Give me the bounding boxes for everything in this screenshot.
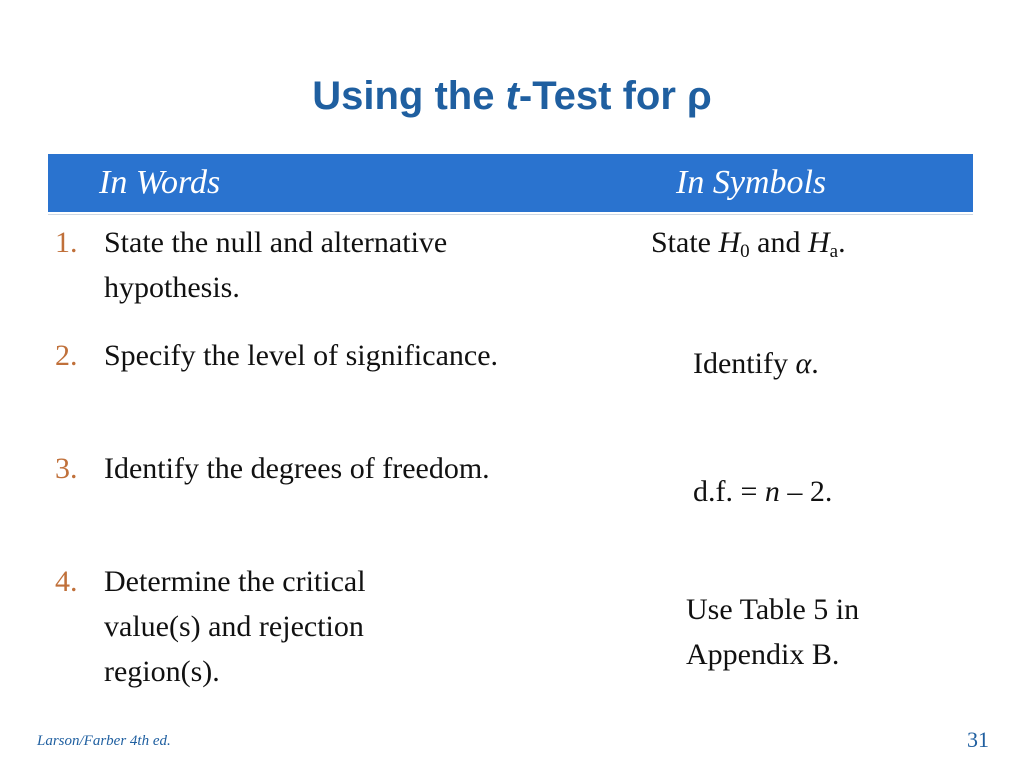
step-number-1: 1. <box>55 226 78 259</box>
symbol-text-1: State $H_0$ and $H_a$. <box>651 226 846 262</box>
step-number-3: 3. <box>55 452 78 485</box>
footer-citation: Larson/Farber 4th ed. <box>37 733 171 749</box>
table-header <box>48 154 973 212</box>
step-text-1: State the null and alternative hypothesis. <box>104 226 448 304</box>
step-number-2: 2. <box>55 339 78 372</box>
symbol-text-4: Use Table 5 in Appendix B. <box>686 593 860 671</box>
step-text-3: Identify the degrees of freedom. <box>104 452 490 485</box>
header-divider <box>48 214 973 215</box>
header-in-words: In Words <box>99 164 221 201</box>
page-number: 31 <box>967 727 989 752</box>
symbol-text-2: Identify α. <box>693 347 819 380</box>
symbol-text-3: d.f. = n – 2. <box>693 475 833 508</box>
slide-title: Using the t-Test for ρ <box>312 74 712 118</box>
header-in-symbols: In Symbols <box>676 164 827 201</box>
step-text-4: Determine the critical value(s) and rejection region(s). <box>104 565 366 688</box>
step-number-4: 4. <box>55 565 78 598</box>
step-text-2: Specify the level of significance. <box>104 339 499 372</box>
